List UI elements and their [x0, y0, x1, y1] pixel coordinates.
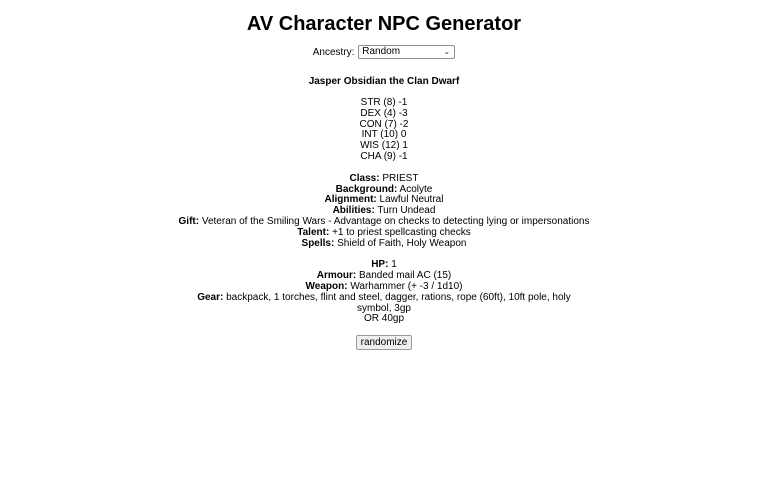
- ancestry-selected-value: Random: [362, 46, 401, 58]
- talent-value: +1 to priest spellcasting checks: [332, 226, 471, 238]
- spells-value: Shield of Faith, Holy Weapon: [337, 237, 467, 249]
- gear-line: [184, 293, 584, 315]
- equipment-details: [0, 260, 768, 325]
- ancestry-select[interactable]: [358, 45, 455, 59]
- stat-cha: CHA (9) -1: [360, 150, 408, 162]
- npc-name: Jasper Obsidian the Clan Dwarf: [308, 76, 460, 87]
- gift-label: Gift:: [178, 215, 200, 227]
- talent-label: Talent:: [297, 226, 330, 238]
- stat-con: CON (7) -2: [359, 118, 409, 130]
- armour-label: Armour:: [316, 270, 357, 282]
- hp-label: HP:: [371, 259, 389, 271]
- ancestry-label: Ancestry:: [312, 47, 355, 58]
- weapon-value: Warhammer (+ -3 / 1d10): [350, 280, 463, 292]
- gear-label: Gear:: [197, 291, 224, 303]
- ancestry-row: [0, 45, 768, 61]
- hp-value: 1: [391, 259, 397, 271]
- background-label: Background:: [335, 183, 398, 195]
- abilities-label: Abilities:: [332, 205, 375, 217]
- chevron-down-icon: ⌄: [443, 47, 451, 57]
- spells-line: [0, 239, 768, 250]
- character-details: [0, 174, 768, 250]
- armour-value: Banded mail AC (15): [358, 270, 452, 282]
- class-label: Class:: [349, 172, 380, 184]
- stat-wis: WIS (12) 1: [360, 140, 408, 152]
- gift-value: Veteran of the Smiling Wars - Advantage on checks to detecting lying or impersonations: [201, 215, 590, 227]
- alignment-label: Alignment:: [324, 194, 377, 206]
- alignment-value: Lawful Neutral: [379, 194, 444, 206]
- stat-str: STR (8) -1: [360, 97, 408, 108]
- ability-scores: [0, 98, 768, 163]
- background-value: Acolyte: [399, 183, 433, 195]
- class-value: PRIEST: [382, 172, 419, 184]
- weapon-label: Weapon:: [305, 280, 348, 292]
- abilities-value: Turn Undead: [377, 205, 436, 217]
- gear-value: backpack, 1 torches, flint and steel, dagger, rations, rope (60ft), 10ft pole, holy symbol, 3gp: [226, 291, 571, 314]
- spells-label: Spells:: [301, 237, 335, 249]
- stat-int: INT (10) 0: [361, 129, 407, 141]
- randomize-button[interactable]: randomize: [356, 335, 413, 350]
- page-title: AV Character NPC Generator: [246, 13, 522, 35]
- gear-alternative: OR 40gp: [363, 313, 405, 325]
- stat-dex: DEX (4) -3: [360, 107, 408, 119]
